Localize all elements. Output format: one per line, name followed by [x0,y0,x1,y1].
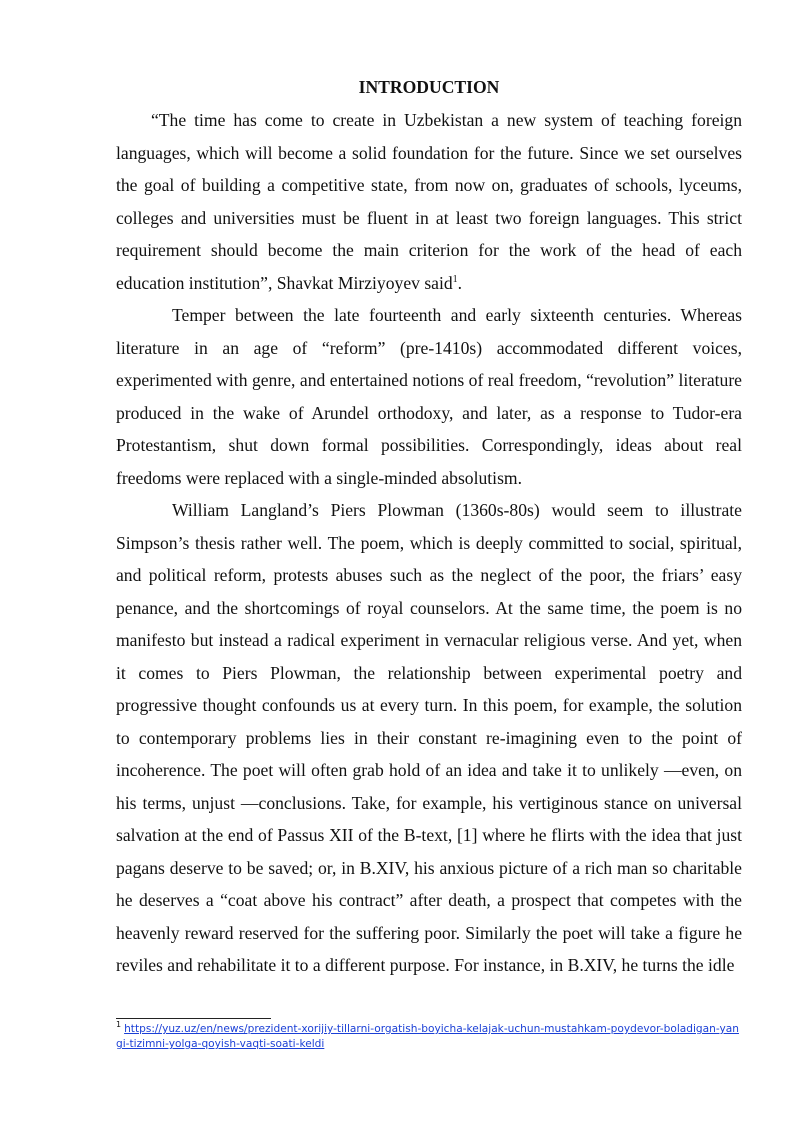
paragraph-1 [116,104,742,299]
paragraph-1-text: “The time has come to create in Uzbekistan a new system of teaching foreign languages, which will become a solid foundation for the future. Since we set ourselves the goal of building a competitive state, from now on, graduates of schools, lyceums, colleges and universities must be fluent in at least two foreign languages. This strict requirement should become the main criterion for the work of the head of each education institution”, Shavkat Mirziyoyev said [116,110,742,293]
footnote-divider [116,1018,271,1019]
paragraph-1-end: . [457,272,463,293]
footnote [116,1022,742,1052]
page-title: INTRODUCTION [358,77,500,97]
body-text [116,104,742,982]
paragraph-3: William Langland’s Piers Plowman (1360s-80s) would seem to illustrate Simpson’s thesis rather well. The poem, which is deeply committed to social, spiritual, and political reform, protests abuses such as the neglect of the poor, the friars’ easy penance, and the shortcomings of royal counselors. At the same time, the poem is no manifesto but instead a radical experiment in vernacular religious verse. And yet, when it comes to Piers Plowman, the relationship between experimental poetry and progressive thought confounds us at every turn. In this poem, for example, the solution to contemporary problems lies in their constant re-imagining even to the point of incoherence. The poet will often grab hold of an idea and take it to unlikely —even, on his terms, unjust —conclusions. Take, for example, his vertiginous stance on universal salvation at the end of Passus XII of the B-text, [1] where he flirts with the idea that just pagans deserve to be saved; or, in B.XIV, his anxious picture of a rich man so charitable he deserves a “coat above his contract” after death, a prospect that competes with the heavenly reward reserved for the suffering poor. Similarly the poet will take a figure he reviles and rehabilitate it to a different purpose. For instance, in B.XIV, he turns the idle [116,500,742,975]
footnote-reference[interactable]: 1 [452,273,458,285]
paragraph-2: Temper between the late fourteenth and early sixteenth centuries. Whereas literature in an age of “reform” (pre-1410s) accommodated different voices, experimented with genre, and entertained notions of real freedom, “revolution” literature produced in the wake of Arundel orthodoxy, and later, as a response to Tudor-era Protestantism, shut down formal possibilities. Correspondingly, ideas about real freedoms were replaced with a single-minded absolutism. [116,305,742,488]
footnote-mark: 1 [116,1020,122,1030]
footnote-link[interactable]: https://yuz.uz/en/news/prezident-xorijiy-tillarni-orgatish-boyicha-kelajak-uchun-mustahkam-poydevor-boladigan-yangi-tizimni-yolga-qoyish-vaqti-soati-keldi [116,1023,739,1050]
